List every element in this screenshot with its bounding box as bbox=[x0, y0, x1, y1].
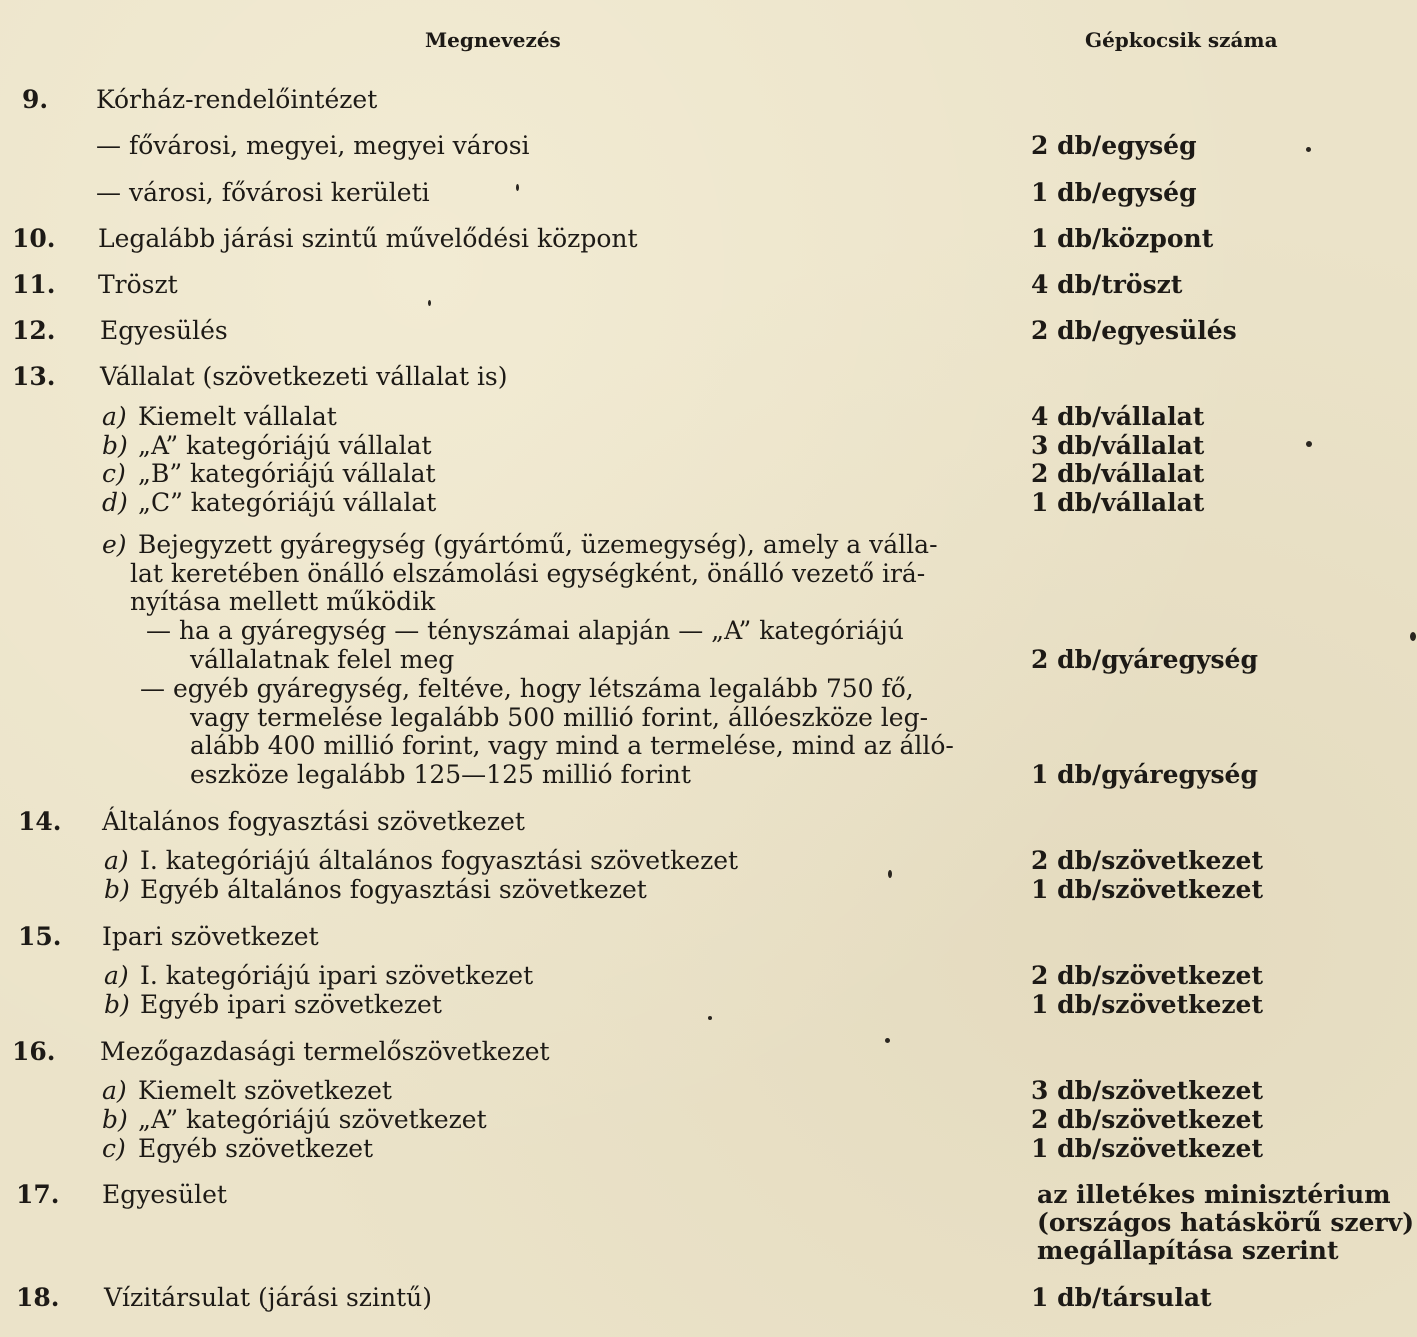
vehicle-count-line: az illetékes minisztérium bbox=[1037, 1180, 1391, 1209]
dash-item-line: alább 400 millió forint, vagy mind a termelése, mind az álló- bbox=[190, 731, 954, 760]
scan-speck bbox=[428, 300, 431, 306]
row-label: Egyesülés bbox=[100, 316, 228, 345]
scan-speck bbox=[888, 870, 892, 878]
sub-item: „C” kategóriájú vállalat bbox=[138, 488, 437, 517]
row-label: Egyesület bbox=[102, 1180, 227, 1209]
row-label: Vállalat (szövetkezeti vállalat is) bbox=[100, 362, 508, 391]
vehicle-count: 2 db/egység bbox=[1031, 131, 1197, 160]
vehicle-count: 4 db/tröszt bbox=[1031, 270, 1183, 299]
vehicle-count: 1 db/szövetkezet bbox=[1031, 1134, 1263, 1163]
dash-item-line: eszköze legalább 125—125 millió forint bbox=[190, 760, 691, 789]
scan-speck bbox=[1306, 147, 1311, 152]
scan-speck bbox=[708, 1016, 712, 1020]
sub-letter: c) bbox=[102, 1134, 126, 1163]
sub-letter: a) bbox=[102, 402, 127, 431]
sub-letter: b) bbox=[102, 1105, 128, 1134]
vehicle-count: 1 db/társulat bbox=[1031, 1283, 1212, 1312]
vehicle-count: 2 db/gyáregység bbox=[1031, 645, 1258, 674]
row-number: 13. bbox=[12, 362, 56, 391]
row-number: 16. bbox=[12, 1037, 56, 1066]
vehicle-count: 3 db/szövetkezet bbox=[1031, 1076, 1263, 1105]
row-label: Általános fogyasztási szövetkezet bbox=[102, 807, 525, 836]
sub-item: Egyéb általános fogyasztási szövetkezet bbox=[140, 875, 647, 904]
row-number: 12. bbox=[12, 316, 56, 345]
sub-letter: b) bbox=[102, 431, 128, 460]
vehicle-count: 1 db/gyáregység bbox=[1031, 760, 1258, 789]
sub-letter: d) bbox=[102, 488, 128, 517]
sub-item: — fővárosi, megyei, megyei városi bbox=[96, 131, 530, 160]
sub-letter: a) bbox=[102, 1076, 127, 1105]
scan-speck bbox=[1410, 632, 1416, 641]
column-header-vehicles: Gépkocsik száma bbox=[1085, 28, 1278, 52]
sub-letter: a) bbox=[104, 846, 129, 875]
row-label: Tröszt bbox=[98, 270, 178, 299]
scan-speck bbox=[1306, 441, 1312, 447]
row-number: 14. bbox=[18, 807, 62, 836]
vehicle-count: 1 db/vállalat bbox=[1031, 488, 1205, 517]
row-number: 15. bbox=[18, 922, 62, 951]
row-number: 9. bbox=[22, 85, 49, 114]
paragraph-line: Bejegyzett gyáregység (gyártómű, üzemegység), amely a válla- bbox=[138, 530, 938, 559]
sub-item: Kiemelt szövetkezet bbox=[138, 1076, 392, 1105]
row-label: Legalább járási szintű művelődési központ bbox=[98, 224, 638, 253]
vehicle-count-line: (országos hatáskörű szerv) bbox=[1037, 1208, 1415, 1237]
vehicle-count: 2 db/szövetkezet bbox=[1031, 1105, 1263, 1134]
vehicle-count: 1 db/egység bbox=[1031, 178, 1197, 207]
sub-item: „A” kategóriájú szövetkezet bbox=[138, 1105, 487, 1134]
vehicle-count: 2 db/vállalat bbox=[1031, 459, 1205, 488]
sub-item: Egyéb szövetkezet bbox=[138, 1134, 374, 1163]
sub-item: I. kategóriájú általános fogyasztási szövetkezet bbox=[140, 846, 739, 875]
sub-letter: e) bbox=[102, 530, 127, 559]
vehicle-count: 2 db/egyesülés bbox=[1031, 316, 1237, 345]
sub-letter: a) bbox=[104, 961, 129, 990]
dash-item-line: vagy termelése legalább 500 millió forint, állóeszköze leg- bbox=[190, 703, 929, 732]
vehicle-count: 3 db/vállalat bbox=[1031, 431, 1205, 460]
vehicle-count: 2 db/szövetkezet bbox=[1031, 846, 1263, 875]
vehicle-count: 1 db/szövetkezet bbox=[1031, 990, 1263, 1019]
dash-item-line: vállalatnak felel meg bbox=[190, 645, 455, 674]
row-label: Mezőgazdasági termelőszövetkezet bbox=[100, 1037, 550, 1066]
paragraph-line: lat keretében önálló elszámolási egységként, önálló vezető irá- bbox=[130, 559, 926, 588]
scan-speck bbox=[516, 184, 519, 191]
sub-item: „B” kategóriájú vállalat bbox=[138, 459, 436, 488]
row-label: Ipari szövetkezet bbox=[102, 922, 319, 951]
sub-letter: c) bbox=[102, 459, 126, 488]
sub-item: Kiemelt vállalat bbox=[138, 402, 337, 431]
sub-item: „A” kategóriájú vállalat bbox=[138, 431, 432, 460]
row-label: Vízitársulat (járási szintű) bbox=[104, 1283, 432, 1312]
row-label: Kórház-rendelőintézet bbox=[96, 85, 378, 114]
sub-letter: b) bbox=[104, 990, 130, 1019]
vehicle-count: 1 db/központ bbox=[1031, 224, 1214, 253]
sub-letter: b) bbox=[104, 875, 130, 904]
sub-item: I. kategóriájú ipari szövetkezet bbox=[140, 961, 534, 990]
sub-item: Egyéb ipari szövetkezet bbox=[140, 990, 442, 1019]
row-number: 17. bbox=[16, 1180, 60, 1209]
row-number: 11. bbox=[12, 270, 56, 299]
vehicle-count: 4 db/vállalat bbox=[1031, 402, 1205, 431]
paragraph-line: nyítása mellett működik bbox=[130, 587, 436, 616]
dash-item-line: — egyéb gyáregység, feltéve, hogy létszáma legalább 750 fő, bbox=[140, 674, 914, 703]
row-number: 18. bbox=[16, 1283, 60, 1312]
row-number: 10. bbox=[12, 224, 56, 253]
sub-item: — városi, fővárosi kerületi bbox=[96, 178, 430, 207]
vehicle-count: 2 db/szövetkezet bbox=[1031, 961, 1263, 990]
scan-speck bbox=[885, 1038, 890, 1043]
vehicle-count: 1 db/szövetkezet bbox=[1031, 875, 1263, 904]
column-header-name: Megnevezés bbox=[425, 28, 561, 52]
vehicle-count-line: megállapítása szerint bbox=[1037, 1236, 1339, 1265]
dash-item-line: — ha a gyáregység — tényszámai alapján — „A” kategóriájú bbox=[146, 616, 904, 645]
